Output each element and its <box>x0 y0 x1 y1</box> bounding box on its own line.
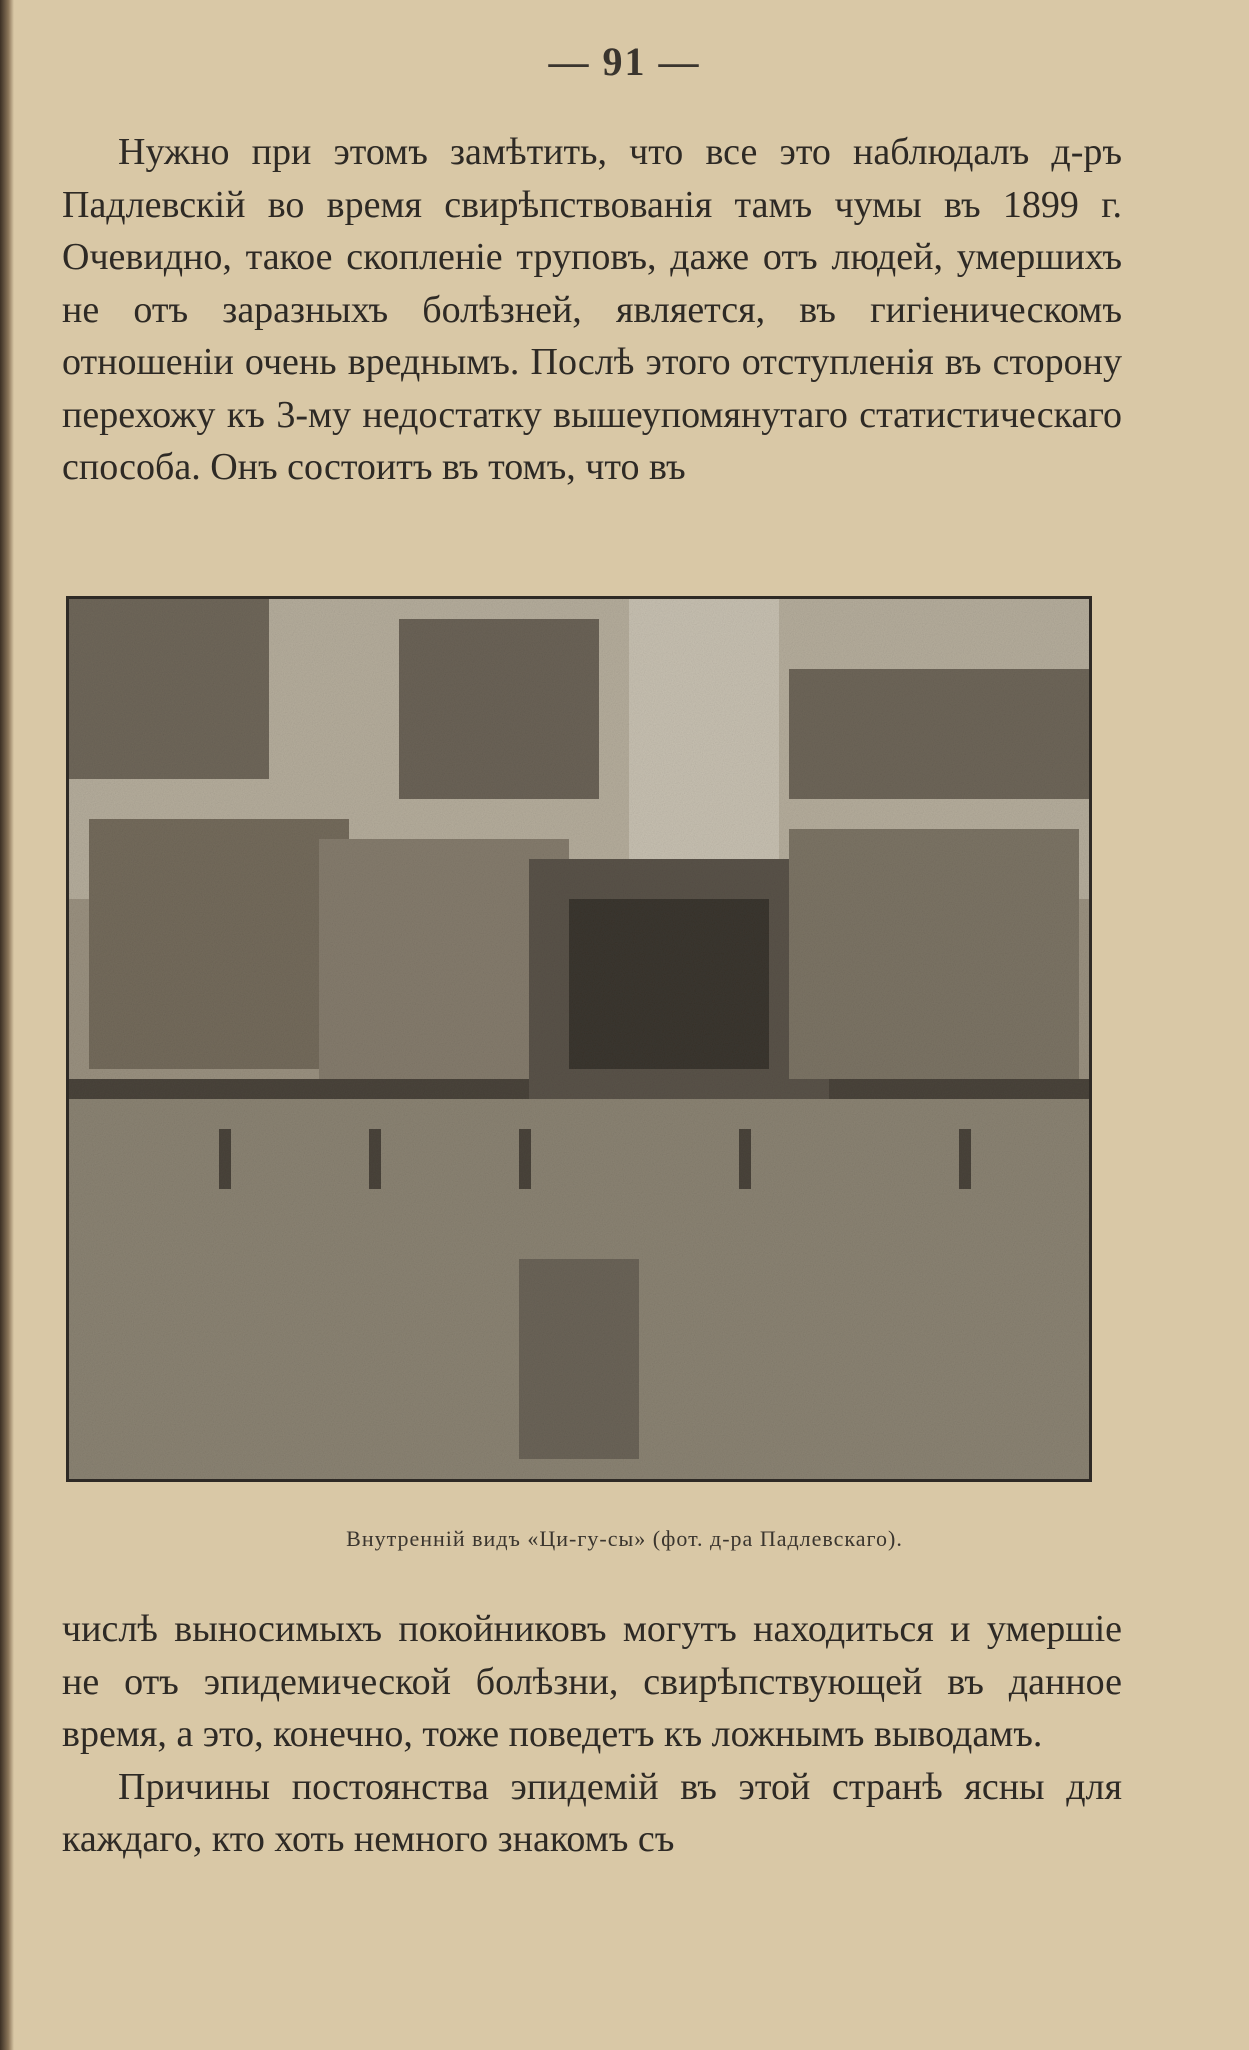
paragraph: числѣ выносимыхъ покойниковъ могутъ находиться и умершіе не отъ эпидемической болѣзни, свирѣпствующей въ данное время, а это, конечно, тоже поведетъ къ ложнымъ выводамъ. <box>62 1608 1122 1755</box>
photo-caption: Внутренній видъ «Ци-гу-сы» (фот. д-ра Падлевскаго). <box>346 1526 903 1551</box>
photograph <box>66 596 1092 1482</box>
book-spine-shadow <box>0 0 14 2050</box>
text-block-top <box>62 126 1122 494</box>
paragraph: Причины постоянства эпидемій въ этой странѣ ясны для каждаго, кто хоть немного знакомъ съ <box>62 1765 1122 1860</box>
text-block-bottom <box>62 1603 1122 1866</box>
paragraph: Нужно при этомъ замѣтить, что все это наблюдалъ д-ръ Падлевскій во время свирѣпствованія тамъ чумы въ 1899 г. Очевидно, такое скопленіе труповъ, даже отъ людей, умершихъ не отъ заразныхъ болѣзней, является, въ гигіеническомъ отношеніи очень вреднымъ. Послѣ этого отступленія въ сторону перехожу къ 3-му недостатку вышеупомянутаго статистическаго способа. Онъ состоитъ въ томъ, что въ <box>62 131 1122 488</box>
page-number: — 91 — <box>548 39 701 84</box>
